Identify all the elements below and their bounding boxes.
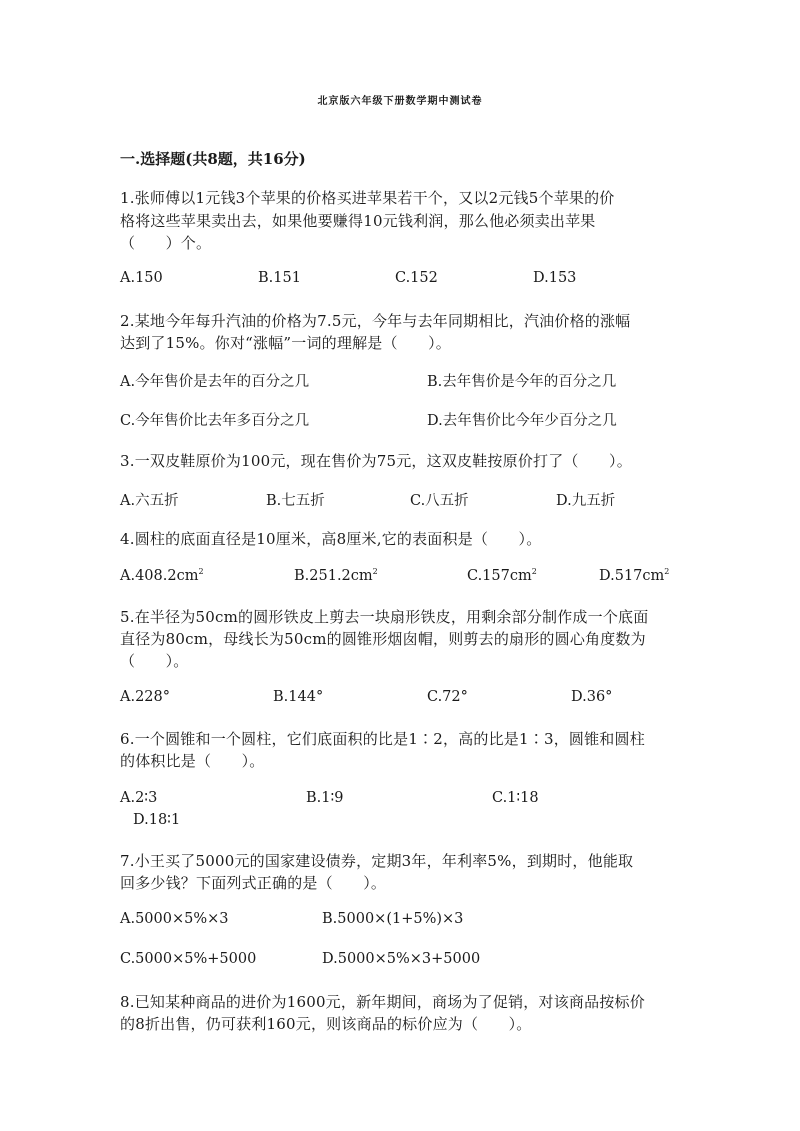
- squared-superscript: 2: [664, 567, 670, 576]
- squared-superscript: 2: [198, 567, 204, 576]
- question-5-line-3: （ ）。: [120, 652, 189, 670]
- question-3-option-c[interactable]: C.八五折: [410, 493, 469, 509]
- question-1-line-2: 格将这些苹果卖出去，如果他要赚得10元钱利润，那么他必须卖出苹果: [120, 212, 596, 230]
- question-4-option-a-text: A.408.2cm: [120, 567, 199, 584]
- question-4-option-b[interactable]: [294, 567, 378, 584]
- question-1-option-b[interactable]: B.151: [258, 270, 301, 286]
- question-8-line-2: 的8折出售，仍可获利160元，则该商品的标价应为（ ）。: [120, 1015, 532, 1033]
- question-2-line-2: 达到了15%。你对“涨幅”一词的理解是（ ）。: [120, 334, 451, 352]
- question-6-option-d[interactable]: D.18∶1: [133, 812, 181, 828]
- question-3-line-1: 3.一双皮鞋原价为100元，现在售价为75元，这双皮鞋按原价打了（ ）。: [120, 452, 632, 470]
- question-8-line-1: 8.已知某种商品的进价为1600元，新年期间，商场为了促销，对该商品按标价: [120, 993, 645, 1011]
- question-1-option-c[interactable]: C.152: [395, 270, 438, 286]
- question-5-line-1: 5.在半径为50cm的圆形铁皮上剪去一块扇形铁皮，用剩余部分制作成一个底面: [120, 608, 649, 626]
- squared-superscript: 2: [372, 567, 378, 576]
- question-7-option-b[interactable]: B.5000×(1+5%)×3: [322, 911, 464, 927]
- question-2-option-c[interactable]: C.今年售价比去年多百分之几: [120, 413, 310, 429]
- question-5-option-c[interactable]: C.72°: [427, 689, 468, 705]
- question-6-line-2: 的体积比是（ ）。: [120, 752, 265, 770]
- question-1-line-1: 1.张师傅以1元钱3个苹果的价格买进苹果若干个，又以2元钱5个苹果的价: [120, 189, 615, 207]
- question-7-option-c[interactable]: C.5000×5%+5000: [120, 951, 257, 967]
- squared-superscript: 2: [531, 567, 537, 576]
- question-3-option-b[interactable]: B.七五折: [266, 493, 325, 509]
- question-7-option-d[interactable]: D.5000×5%×3+5000: [322, 951, 481, 967]
- question-4-option-c[interactable]: [467, 567, 537, 584]
- question-4-option-a[interactable]: [120, 567, 204, 584]
- question-7-option-a[interactable]: A.5000×5%×3: [120, 911, 229, 927]
- question-2-option-a[interactable]: A.今年售价是去年的百分之几: [120, 374, 310, 390]
- question-4-line-1: 4.圆柱的底面直径是10厘米，高8厘米,它的表面积是（ ）。: [120, 530, 542, 548]
- question-2-line-1: 2.某地今年每升汽油的价格为7.5元，今年与去年同期相比，汽油价格的涨幅: [120, 312, 631, 330]
- question-1-option-a[interactable]: A.150: [120, 270, 163, 286]
- question-5-option-b[interactable]: B.144°: [273, 689, 324, 705]
- question-3-option-d[interactable]: D.九五折: [556, 493, 616, 509]
- question-4-option-d[interactable]: [599, 567, 669, 584]
- question-6-option-b[interactable]: B.1∶9: [306, 790, 344, 806]
- question-4-option-b-text: B.251.2cm: [294, 567, 373, 584]
- question-2-option-d[interactable]: D.去年售价比今年少百分之几: [427, 413, 617, 429]
- page-title: 北京版六年级下册数学期中测试卷: [317, 96, 483, 107]
- section-heading: 一.选择题(共8题，共16分): [120, 150, 306, 168]
- question-5-option-a[interactable]: A.228°: [120, 689, 171, 705]
- question-6-option-c[interactable]: C.1∶18: [492, 790, 539, 806]
- question-5-option-d[interactable]: D.36°: [571, 689, 613, 705]
- question-2-option-b[interactable]: B.去年售价是今年的百分之几: [427, 374, 617, 390]
- question-4-option-d-text: D.517cm: [599, 567, 665, 584]
- question-1-line-3: （ ）个。: [120, 234, 212, 252]
- question-6-line-1: 6.一个圆锥和一个圆柱，它们底面积的比是1∶2，高的比是1∶3，圆锥和圆柱: [120, 730, 645, 748]
- question-7-line-1: 7.小王买了5000元的国家建设债券，定期3年，年利率5%，到期时，他能取: [120, 852, 634, 870]
- question-7-line-2: 回多少钱？下面列式正确的是（ ）。: [120, 874, 387, 892]
- question-5-line-2: 直径为80cm，母线长为50cm的圆锥形烟囱帽，则剪去的扇形的圆心角度数为: [120, 630, 646, 648]
- question-1-option-d[interactable]: D.153: [533, 270, 577, 286]
- question-4-option-c-text: C.157cm: [467, 567, 532, 584]
- question-3-option-a[interactable]: A.六五折: [120, 493, 179, 509]
- question-6-option-a[interactable]: A.2∶3: [120, 790, 158, 806]
